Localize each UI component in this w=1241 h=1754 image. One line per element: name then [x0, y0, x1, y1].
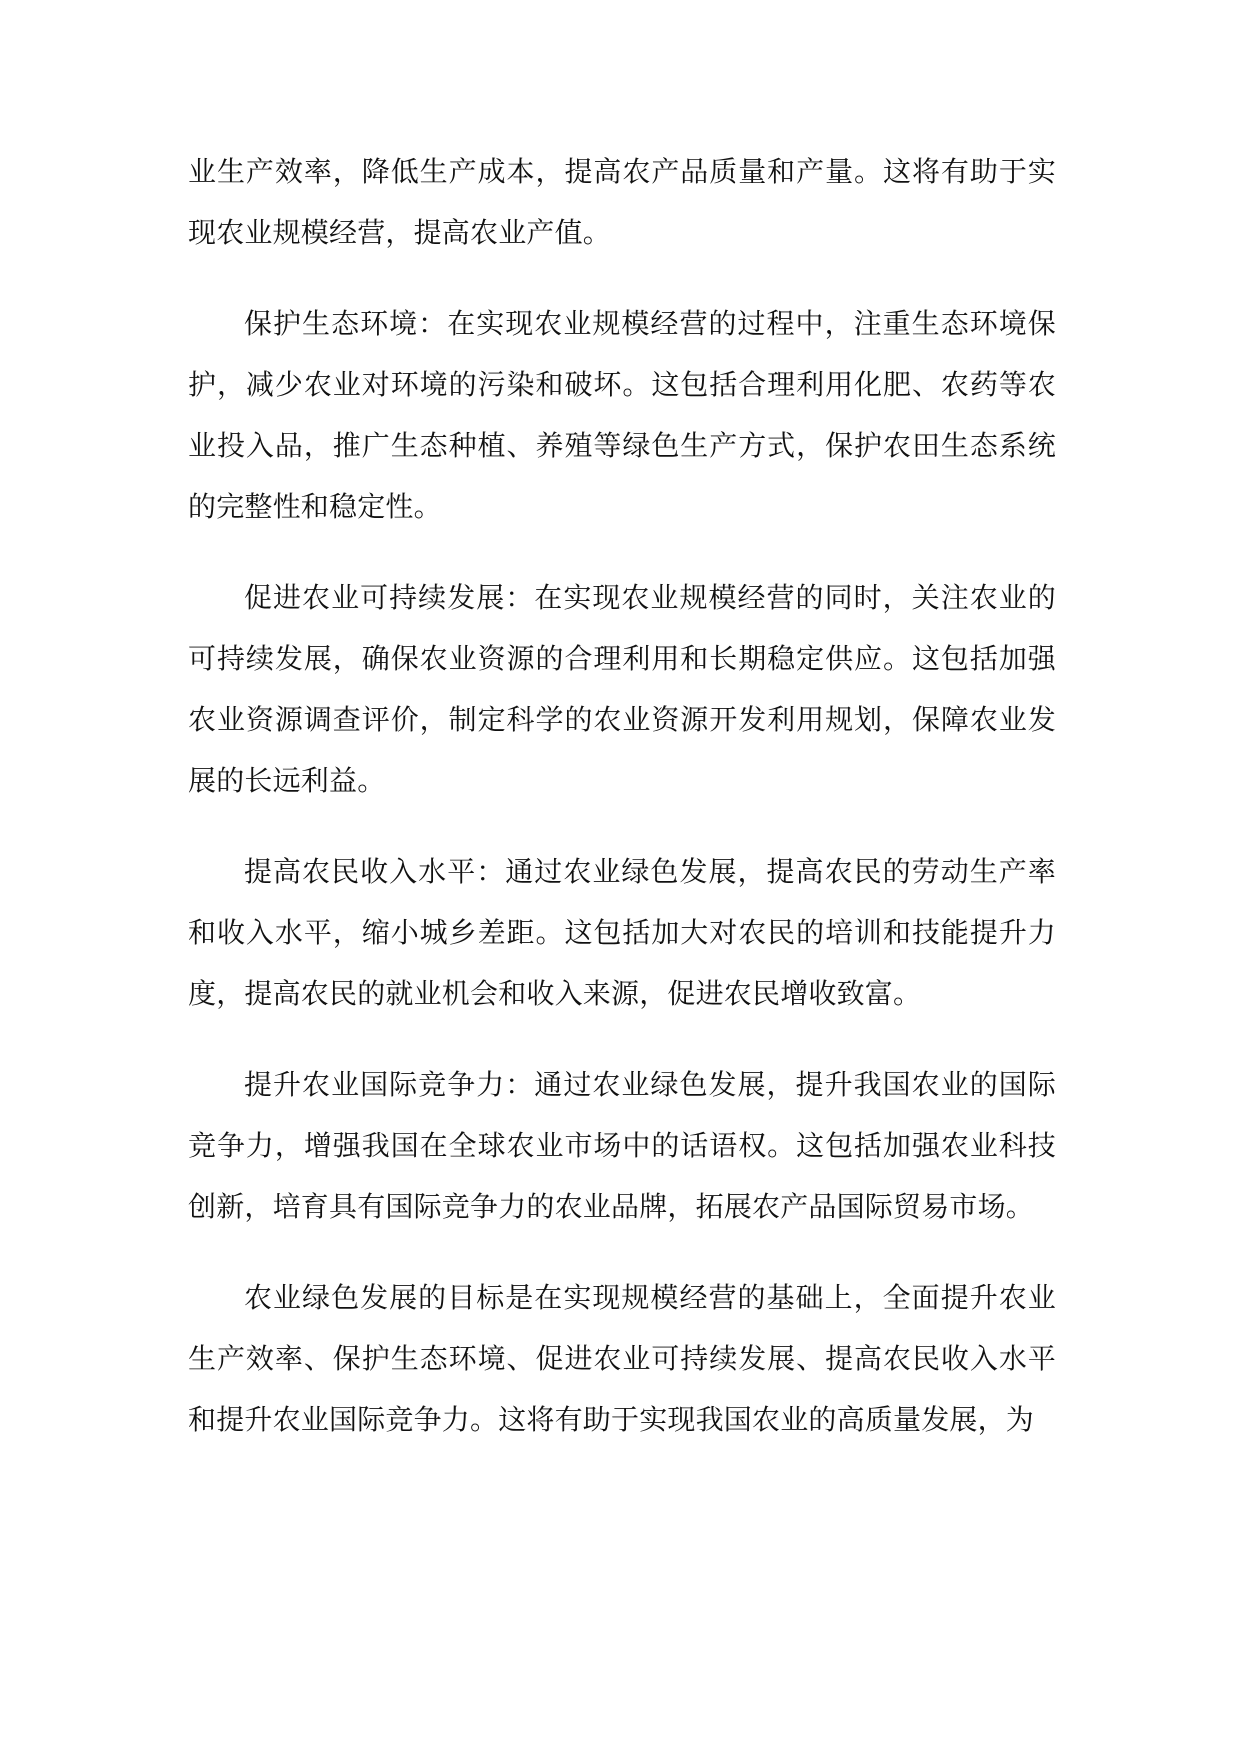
paragraph-sustainability: 促进农业可持续发展：在实现农业规模经营的同时，关注农业的可持续发展，确保农业资源的合理利用和长期稳定供应。这包括加强农业资源调查评价，制定科学的农业资源开发利用规划，保障农业发展的长远利益。 [188, 581, 1056, 797]
document-body [188, 141, 1056, 1480]
paragraph-competitiveness: 提升农业国际竞争力：通过农业绿色发展，提升我国农业的国际竞争力，增强我国在全球农业市场中的话语权。这包括加强农业科技创新，培育具有国际竞争力的农业品牌，拓展农产品国际贸易市场。 [188, 1068, 1056, 1223]
paragraph-goal-summary: 农业绿色发展的目标是在实现规模经营的基础上，全面提升农业生产效率、保护生态环境、促进农业可持续发展、提高农民收入水平和提升农业国际竞争力。这将有助于实现我国农业的高质量发展，为 [188, 1281, 1056, 1436]
paragraph-continuation: 业生产效率，降低生产成本，提高农产品质量和产量。这将有助于实现农业规模经营，提高农业产值。 [188, 155, 1056, 249]
paragraph-ecology: 保护生态环境：在实现农业规模经营的过程中，注重生态环境保护，减少农业对环境的污染和破坏。这包括合理利用化肥、农药等农业投入品，推广生态种植、养殖等绿色生产方式，保护农田生态系统的完整性和稳定性。 [188, 307, 1056, 523]
paragraph-farmer-income: 提高农民收入水平：通过农业绿色发展，提高农民的劳动生产率和收入水平，缩小城乡差距。这包括加大对农民的培训和技能提升力度，提高农民的就业机会和收入来源，促进农民增收致富。 [188, 855, 1056, 1010]
